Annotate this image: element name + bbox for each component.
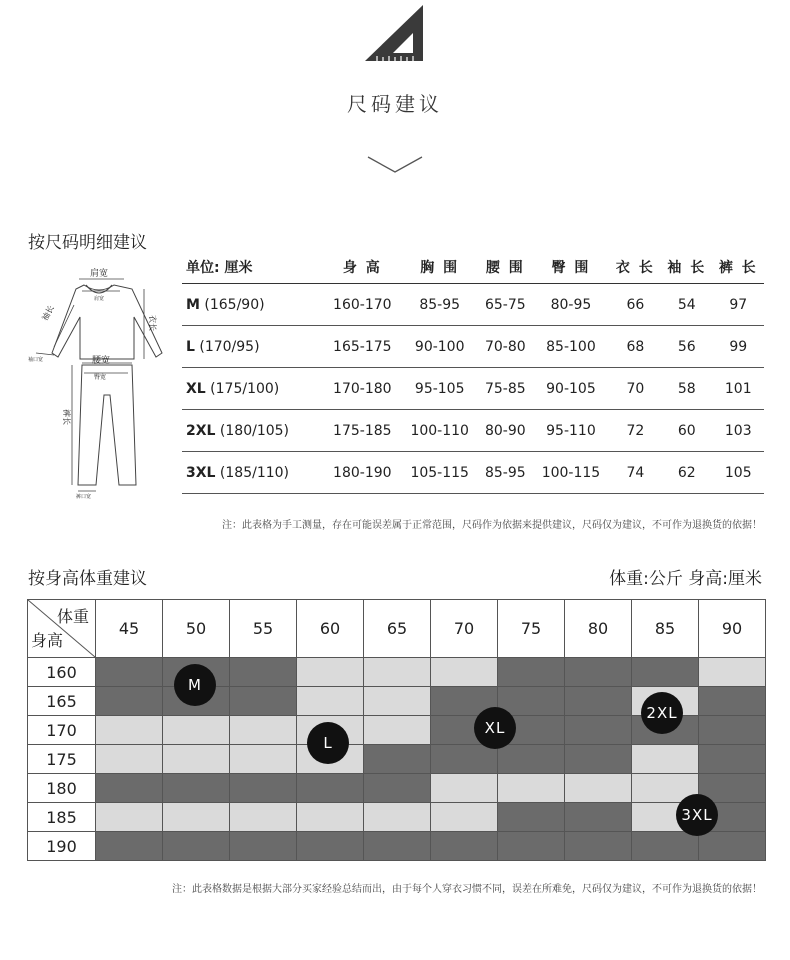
table-row bbox=[182, 368, 764, 410]
set-square-ruler-icon bbox=[363, 5, 425, 63]
size-bubble-l: L bbox=[307, 722, 349, 764]
cell-pants: 99 bbox=[713, 326, 764, 368]
grid-cell-light bbox=[364, 716, 431, 745]
unit-label: 体重:公斤 身高:厘米 bbox=[609, 569, 762, 589]
grid-row bbox=[28, 774, 766, 803]
grid-cell-dark bbox=[96, 774, 163, 803]
grid-cell-dark bbox=[699, 687, 766, 716]
cell-top-length: 66 bbox=[610, 284, 661, 326]
cell-hip: 100-115 bbox=[532, 452, 609, 494]
section-title-height-weight: 按身高体重建议 bbox=[28, 569, 147, 589]
grid-cell-light bbox=[230, 716, 297, 745]
grid-cell-dark bbox=[364, 832, 431, 861]
grid-cell-light bbox=[297, 803, 364, 832]
weight-header: 85 bbox=[632, 600, 699, 658]
cell-waist: 65-75 bbox=[478, 284, 532, 326]
cell-pants: 105 bbox=[713, 452, 764, 494]
svg-text:袖口宽: 袖口宽 bbox=[28, 357, 44, 363]
svg-text:裤长: 裤长 bbox=[62, 409, 71, 425]
cell-sleeve: 58 bbox=[661, 368, 712, 410]
cell-waist: 80-90 bbox=[478, 410, 532, 452]
height-row-header: 165 bbox=[28, 687, 96, 716]
size-code: 2XL bbox=[186, 422, 216, 439]
grid-cell-light bbox=[163, 716, 230, 745]
grid-corner-cell bbox=[28, 600, 96, 658]
cell-sleeve: 62 bbox=[661, 452, 712, 494]
cell-top-length: 74 bbox=[610, 452, 661, 494]
height-row-header: 175 bbox=[28, 745, 96, 774]
cell-chest: 90-100 bbox=[401, 326, 478, 368]
cell-height: 170-180 bbox=[324, 368, 401, 410]
chevron-down-icon bbox=[367, 155, 423, 175]
grid-cell-dark bbox=[163, 832, 230, 861]
height-row-header: 190 bbox=[28, 832, 96, 861]
weight-header: 50 bbox=[163, 600, 230, 658]
column-header: 裤 长 bbox=[713, 250, 764, 284]
weight-header: 45 bbox=[96, 600, 163, 658]
size-label-cell bbox=[182, 326, 324, 368]
grid-cell-dark bbox=[498, 803, 565, 832]
grid-cell-light bbox=[431, 658, 498, 687]
size-code: 3XL bbox=[186, 464, 216, 481]
cell-sleeve: 60 bbox=[661, 410, 712, 452]
table-row bbox=[182, 410, 764, 452]
size-spec: (185/110) bbox=[219, 464, 290, 481]
grid-cell-dark bbox=[699, 745, 766, 774]
size-spec: (165/90) bbox=[204, 296, 265, 313]
size-spec: (180/105) bbox=[219, 422, 290, 439]
grid-cell-dark bbox=[565, 745, 632, 774]
grid-cell-dark bbox=[498, 658, 565, 687]
cell-hip: 85-100 bbox=[532, 326, 609, 368]
grid-cell-dark bbox=[297, 774, 364, 803]
cell-chest: 105-115 bbox=[401, 452, 478, 494]
column-header: 袖 长 bbox=[661, 250, 712, 284]
grid-cell-dark bbox=[230, 774, 297, 803]
weight-header: 70 bbox=[431, 600, 498, 658]
grid-cell-light bbox=[96, 745, 163, 774]
grid-cell-dark bbox=[96, 832, 163, 861]
grid-row bbox=[28, 832, 766, 861]
grid-cell-light bbox=[96, 716, 163, 745]
section-title-size-detail: 按尺码明细建议 bbox=[28, 233, 147, 253]
svg-text:臀宽: 臀宽 bbox=[94, 374, 107, 381]
svg-text:肩宽: 肩宽 bbox=[94, 296, 105, 302]
garment-measurement-diagram bbox=[24, 265, 174, 505]
grid-cell-light bbox=[364, 687, 431, 716]
svg-text:腰宽: 腰宽 bbox=[92, 356, 111, 366]
height-row-header: 170 bbox=[28, 716, 96, 745]
cell-hip: 95-110 bbox=[532, 410, 609, 452]
size-detail-table bbox=[182, 250, 764, 494]
size-code: L bbox=[186, 338, 195, 355]
grid-cell-dark bbox=[230, 658, 297, 687]
svg-text:袖长: 袖长 bbox=[40, 304, 56, 323]
grid-cell-dark bbox=[565, 687, 632, 716]
grid-cell-light bbox=[431, 774, 498, 803]
column-header: 单位: 厘米 bbox=[182, 250, 324, 284]
cell-pants: 103 bbox=[713, 410, 764, 452]
table-row bbox=[182, 284, 764, 326]
grid-cell-light bbox=[498, 774, 565, 803]
column-header: 臀 围 bbox=[532, 250, 609, 284]
weight-header: 60 bbox=[297, 600, 364, 658]
cell-top-length: 72 bbox=[610, 410, 661, 452]
grid-row bbox=[28, 803, 766, 832]
weight-header: 90 bbox=[699, 600, 766, 658]
height-row-header: 160 bbox=[28, 658, 96, 687]
cell-sleeve: 56 bbox=[661, 326, 712, 368]
grid-cell-dark bbox=[498, 832, 565, 861]
cell-chest: 95-105 bbox=[401, 368, 478, 410]
grid-cell-dark bbox=[297, 832, 364, 861]
size-label-cell bbox=[182, 284, 324, 326]
grid-cell-dark bbox=[632, 658, 699, 687]
corner-height-label: 身高 bbox=[31, 631, 64, 650]
grid-cell-dark bbox=[632, 832, 699, 861]
grid-cell-dark bbox=[431, 832, 498, 861]
grid-cell-dark bbox=[431, 745, 498, 774]
size-bubble-m: M bbox=[174, 664, 216, 706]
weight-header: 80 bbox=[565, 600, 632, 658]
grid-cell-dark bbox=[96, 687, 163, 716]
grid-row bbox=[28, 745, 766, 774]
svg-text:衣长: 衣长 bbox=[148, 315, 157, 331]
cell-height: 165-175 bbox=[324, 326, 401, 368]
grid-cell-light bbox=[230, 745, 297, 774]
page-title: 尺码建议 bbox=[347, 92, 443, 116]
svg-text:肩宽: 肩宽 bbox=[90, 269, 109, 279]
grid-cell-dark bbox=[565, 658, 632, 687]
grid-cell-dark bbox=[364, 774, 431, 803]
weight-header: 65 bbox=[364, 600, 431, 658]
grid-cell-light bbox=[96, 803, 163, 832]
grid-cell-light bbox=[364, 658, 431, 687]
cell-chest: 85-95 bbox=[401, 284, 478, 326]
svg-text:裤口宽: 裤口宽 bbox=[76, 494, 92, 500]
cell-hip: 90-105 bbox=[532, 368, 609, 410]
weight-header: 75 bbox=[498, 600, 565, 658]
grid-cell-dark bbox=[565, 716, 632, 745]
table-header-row bbox=[182, 250, 764, 284]
cell-hip: 80-95 bbox=[532, 284, 609, 326]
height-row-header: 185 bbox=[28, 803, 96, 832]
grid-cell-dark bbox=[364, 745, 431, 774]
grid-cell-light bbox=[431, 803, 498, 832]
grid-row bbox=[28, 658, 766, 687]
grid-header-row bbox=[28, 600, 766, 658]
size-code: M bbox=[186, 296, 200, 313]
grid-cell-dark bbox=[565, 832, 632, 861]
corner-weight-label: 体重 bbox=[56, 607, 89, 626]
column-header: 胸 围 bbox=[401, 250, 478, 284]
weight-header: 55 bbox=[230, 600, 297, 658]
grid-cell-light bbox=[565, 774, 632, 803]
cell-chest: 100-110 bbox=[401, 410, 478, 452]
size-label-cell bbox=[182, 410, 324, 452]
grid-cell-dark bbox=[96, 658, 163, 687]
size-bubble-3xl: 3XL bbox=[676, 794, 718, 836]
cell-height: 180-190 bbox=[324, 452, 401, 494]
size-label-cell bbox=[182, 452, 324, 494]
size-spec: (170/95) bbox=[199, 338, 260, 355]
size-spec: (175/100) bbox=[210, 380, 280, 397]
column-header: 衣 长 bbox=[610, 250, 661, 284]
grid-cell-dark bbox=[498, 745, 565, 774]
cell-waist: 70-80 bbox=[478, 326, 532, 368]
cell-height: 175-185 bbox=[324, 410, 401, 452]
table-row bbox=[182, 326, 764, 368]
cell-top-length: 70 bbox=[610, 368, 661, 410]
grid-cell-dark bbox=[230, 832, 297, 861]
grid-cell-light bbox=[230, 803, 297, 832]
table-row bbox=[182, 452, 764, 494]
grid-cell-light bbox=[632, 745, 699, 774]
cell-waist: 85-95 bbox=[478, 452, 532, 494]
grid-cell-light bbox=[163, 745, 230, 774]
grid-cell-dark bbox=[163, 774, 230, 803]
column-header: 身 高 bbox=[324, 250, 401, 284]
size-bubble-2xl: 2XL bbox=[641, 692, 683, 734]
grid-cell-light bbox=[364, 803, 431, 832]
grid-cell-dark bbox=[230, 687, 297, 716]
cell-height: 160-170 bbox=[324, 284, 401, 326]
column-header: 腰 围 bbox=[478, 250, 532, 284]
size-label-cell bbox=[182, 368, 324, 410]
size-code: XL bbox=[186, 380, 206, 397]
grid-cell-light bbox=[163, 803, 230, 832]
size-table-note: 注：此表格为手工测量，存在可能误差属于正常范围，尺码作为依据来提供建议，尺码仅为建议，不可作为退换货的依据！ bbox=[222, 520, 762, 531]
cell-pants: 101 bbox=[713, 368, 764, 410]
grid-cell-light bbox=[297, 687, 364, 716]
cell-waist: 75-85 bbox=[478, 368, 532, 410]
grid-cell-dark bbox=[565, 803, 632, 832]
height-row-header: 180 bbox=[28, 774, 96, 803]
grid-cell-light bbox=[297, 658, 364, 687]
cell-sleeve: 54 bbox=[661, 284, 712, 326]
grid-note: 注：此表格数据是根据大部分买家经验总结而出，由于每个人穿衣习惯不同，误差在所难免，尺码仅为建议，不可作为退换货的依据！ bbox=[172, 884, 762, 895]
grid-cell-dark bbox=[699, 716, 766, 745]
size-bubble-xl: XL bbox=[474, 707, 516, 749]
grid-cell-dark bbox=[699, 832, 766, 861]
grid-cell-light bbox=[699, 658, 766, 687]
cell-pants: 97 bbox=[713, 284, 764, 326]
cell-top-length: 68 bbox=[610, 326, 661, 368]
